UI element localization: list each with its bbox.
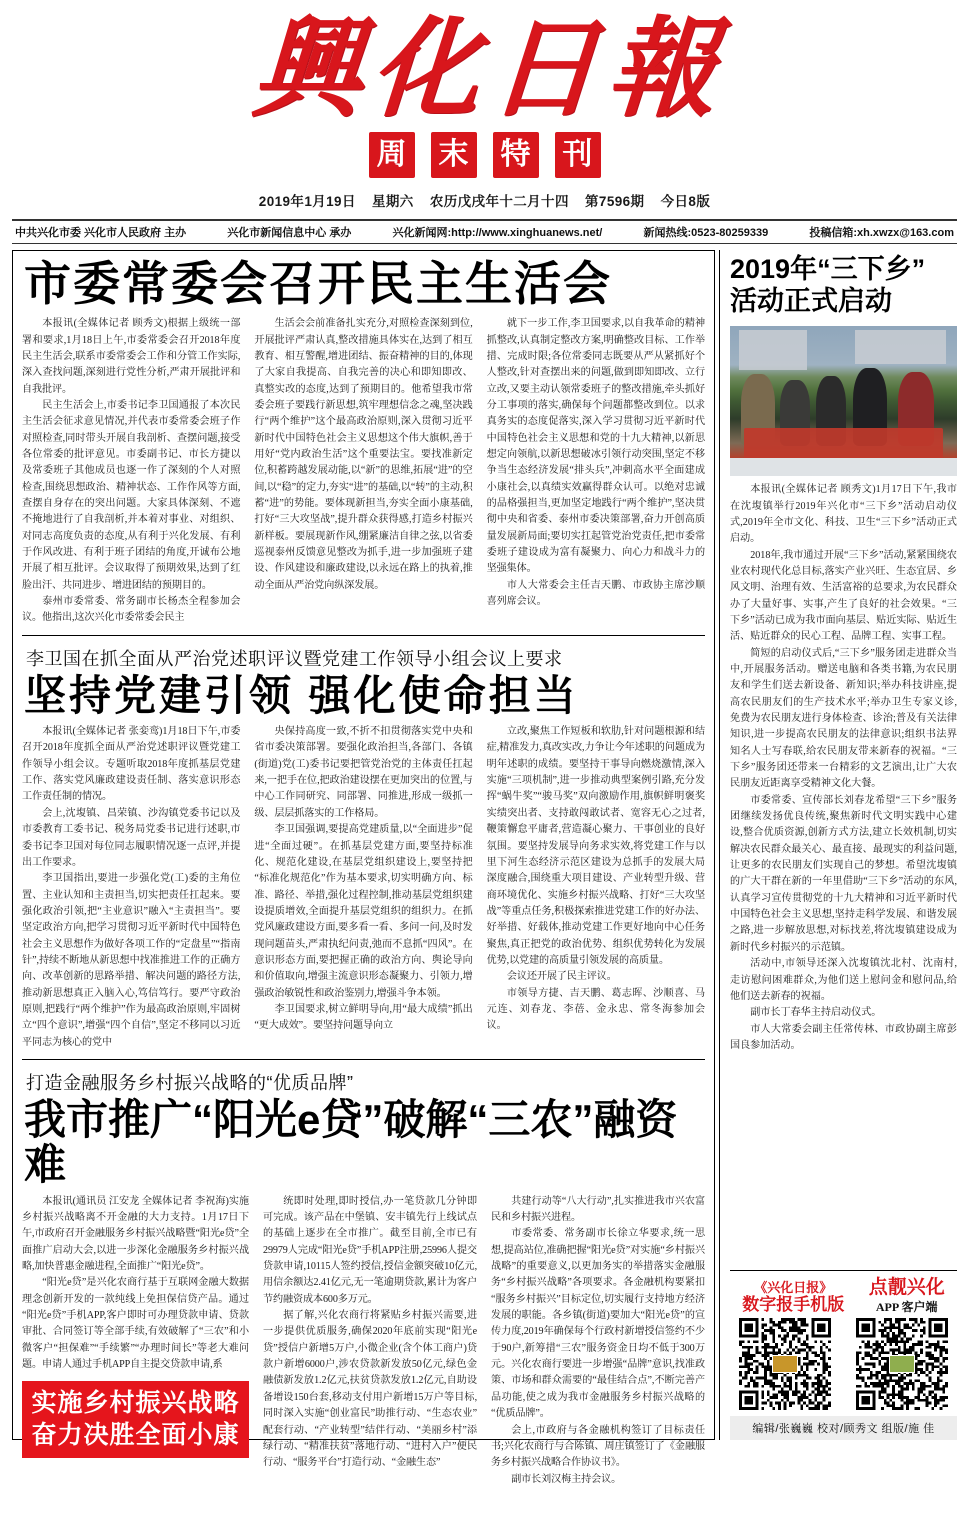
photo-building-right bbox=[855, 330, 946, 364]
newspaper-title bbox=[8, 11, 961, 130]
publisher-email[interactable]: 投稿信箱:xh.xwzx@163.com bbox=[809, 227, 954, 240]
article-main-col-2 bbox=[254, 316, 472, 627]
article-main bbox=[22, 259, 705, 626]
article-main-col-1 bbox=[22, 316, 240, 627]
article-finance-col-1 bbox=[22, 1194, 249, 1488]
article-party-building-kicker: 李卫国在抓全面从严治党述职评议暨党建工作领导小组会议上要求 bbox=[26, 648, 563, 669]
article-finance-columns bbox=[22, 1194, 705, 1488]
article-finance-col-2 bbox=[263, 1194, 477, 1488]
paragraph: 会上,市政府与各金融机构签订了目标责任书;兴化农商行与合陈镇、周庄镇签订了《金融服务乡村振兴战略合作协议书》。 bbox=[491, 1424, 705, 1469]
article-party-building bbox=[22, 643, 705, 1051]
seal-char-1: 周 bbox=[369, 132, 415, 178]
qr-code-digital-paper[interactable] bbox=[739, 1318, 831, 1410]
paragraph: 本报讯(全媒体记者 顾秀文)1月17日下午,我市在沈㙏镇举行2019年兴化市“三下乡”活动启动仪式,2019年全市文化、科技、卫生“三下乡”活动正式启动。 bbox=[730, 484, 957, 545]
left-article-zone bbox=[12, 250, 715, 1485]
qr-left-title-1: 《兴化日报》 bbox=[754, 1279, 833, 1295]
main-content bbox=[12, 250, 957, 1485]
paragraph: 立改,聚焦工作短板和软肋,针对问题根源和结症,精准发力,真改实改,力争让今年述职的问题成为明年述职的成绩。要坚持干事导向燃烧激情,深入实施“三项机制”,进一步推动典型案例引路,充分发挥“蜗牛奖”“骏马奖”双向激励作用,旗帜鲜明褒奖实绩突出者、支持敢闯敢试者、宽容无心之过者,鞭策懈怠平庸者,营造凝心聚力、干事创业的良好氛围。要坚持发展导向务求实效,将党建工作与以里下河生态经济示范区建设为总抓手的发展大局深度融合,围绕重大项目建设、产业转型升级、营商环境优化、实施乡村振兴战略、打好“三大攻坚战”等重点任务,积极探索推进党建工作的好办法、好举措、好载体,推动党建工作更好地向中心任务聚焦,真正把党的政治优势、组织优势转化为发展优势,以党建的高质量引领发展的高质量。 bbox=[486, 726, 705, 966]
issue-pages: 今日8版 bbox=[660, 194, 711, 210]
title-char-2: 化 bbox=[367, 11, 494, 130]
seal-char-4: 刊 bbox=[555, 132, 601, 178]
seal-char-2: 末 bbox=[431, 132, 477, 178]
paragraph: 市委常委、常务副市长徐立华要求,统一思想,提高站位,准确把握“阳光e贷”对实施“乡村振兴战略”的重要意义,以更加务实的举措落实金融服务“乡村振兴战略”各项要求。各金融机构要紧扣“服务乡村振兴”目标定位,切实履行支持地方经济发展的职能。各乡镇(街道)要加大“阳光e贷”的宣传力度,2019年确保每个行政村新增授信签约不少于90户,新筹措“三农”服务资金日均不低于300万元。兴化农商行要进一步增强“品牌”意识,找准政策、市场和群众需要的“最佳结合点”,不断完善产品功能,使之成为我市金融服务乡村振兴战略的“优质品牌”。 bbox=[491, 1228, 705, 1420]
article-party-building-col-1 bbox=[22, 724, 240, 1051]
paragraph: 就下一步工作,李卫国要求,以自我革命的精神抓整改,认真制定整改方案,明确整改目标、工作举措、完成时限;各位常委同志既要从严从紧抓好个人整改,针对查摆出来的问题,做到即知即改、立行立改,又要主动认领常委班子的整改措施,牵头抓好分工事项的落实,确保每个问题都整改到位。以求真务实的态度促落实,深入学习贯彻习近平新时代中国特色社会主义思想和党的十九大精神,以新思想定向领航,以新思想破冰引领行动突围,坚定不移争当生态经济发展“排头兵”,冲刺高水平全面建成小康社会,以真绩实效赢得群众认可。以绝对忠诚的品格强担当,更加坚定地践行“两个维护”,坚决贯彻中央和省委、泰州市委决策部署,奋力开创高质量发展新局面;要切实扛起管党治党责任,把市委常委班子建设成为富有凝聚力、向心力和战斗力的坚强集体。 bbox=[486, 318, 705, 575]
sidebar-headline-line-2: 活动正式启动 bbox=[730, 286, 892, 317]
photo-table-cloth bbox=[730, 458, 957, 476]
paragraph: 共建行动等“八大行动”,扎实推进我市兴农富民和乡村振兴进程。 bbox=[491, 1195, 705, 1224]
paragraph: 央保持高度一致,不折不扣贯彻落实党中央和省市委决策部署。要强化政治担当,各部门、各镇(街道)党(工)委书记要把管党治党的主体责任扛起来,一把手在位,把政治建设摆在更加突出的位置,与中心工作同研究、同部署、同推进,形成一级抓一级、层层抓落实的工作格局。 bbox=[254, 726, 473, 819]
sidebar-headline[interactable] bbox=[730, 254, 957, 318]
sidebar-zone bbox=[719, 250, 957, 1440]
paragraph: 简短的启动仪式后,“三下乡”服务团走进群众当中,开展服务活动。赠送电脑和各类书籍,为农民朋友和学生们送去新设备、新知识;举办科技讲座,提高农民朋友们的生产技术水平;举办卫生专家义诊,免费为农民朋友进行身体检查、诊治;普及有关法律知识,进一步提高农民朋友的法律意识;组织书法界知名人士写春联,给农民朋友带来新春的祝福。“三下乡”服务团还带来一台精彩的文艺演出,让广大农民朋友近距离享受精神文化大餐。 bbox=[730, 647, 957, 790]
paragraph: 副市长丁春华主持启动仪式。 bbox=[750, 1007, 882, 1019]
sidebar-body bbox=[730, 482, 957, 1270]
paragraph: 市人大常委会副主任常传林、市政协副主席彭国良参加活动。 bbox=[730, 1023, 957, 1051]
paragraph: 本报讯(全媒体记者 张娈鸾)1月18日下午,市委召开2018年度抓全面从严治党述职评议暨党建工作领导小组会议。专题听取2018年度抓基层党建工作、落实党风廉政建设责任制、落实意识形态工作责任制的情况。 bbox=[22, 726, 241, 803]
paragraph: “阳光e贷”是兴化农商行基于互联网金融大数据理念创新开发的一款纯线上免担保信贷产品。通过“阳光e贷”手机APP,客户即时可办理贷款申请、贷款审批、合同签订等全部手续,有效破解了“三农”和小微客户“担保难”“手续繁”“办理时间长”等老大难问题。申请人通过手机APP自主提交贷款申请,系 bbox=[22, 1277, 249, 1371]
paragraph: 民主生活会上,市委书记李卫国通报了本次民主生活会征求意见情况,并代表市委常委会班子作对照检查,同时带头开展自我剖析、查摆问题,接受各位常委的批评意见。市委副书记、市长方捷以及常委班子其他成员也逐一作了深刻的个人对照检查,围绕思想政治、精神状态、工作作风等方面,查摆自身存在的突出问题。大家具体深刻、不遮不掩地进行了自我剖析,并本着对事业、对组织、对同志高度负责的态度,从有利于兴化发展、有利于作风改进、有利于班子团结的角度,开诚布公地开展了相互批评。会议取得了预期效果,达到了红脸出汗、共同进步、增进团结的预期目的。 bbox=[22, 399, 241, 591]
qr-left-title-2: 数字报手机版 bbox=[742, 1294, 845, 1314]
section-divider-2 bbox=[22, 1059, 705, 1060]
qr-images bbox=[730, 1318, 957, 1410]
section-divider-1 bbox=[22, 635, 705, 636]
issue-number: 第7596期 bbox=[585, 194, 645, 210]
issue-line bbox=[12, 190, 957, 210]
masthead bbox=[12, 0, 957, 244]
article-party-building-columns bbox=[22, 724, 705, 1051]
issue-lunar: 农历戊戌年十二月十四 bbox=[429, 194, 569, 210]
paragraph: 市委常委、宣传部长刘春龙希望“三下乡”服务团继续发扬优良传统,聚焦新时代文明实践中心建设,整合优质资源,创新方式方法,建立长效机制,切实解决农民群众最关心、最直接、最现实的利益问题,让更多的农民朋友们实现自己的梦想。希望沈㙏镇的广大干群在新的一年里借助“三下乡”活动的东风,认真学习宣传贯彻党的十九大精神和习近平新时代中国特色社会主义思想,坚持走科学发展、和谐发展之路,进一步解放思想,对标找差,将沈㙏镇建设成为新时代乡村振兴的示范镇。 bbox=[730, 794, 957, 953]
slogan-box bbox=[22, 1381, 249, 1458]
paragraph: 李卫国指出,要进一步强化党(工)委的主角位置、主业认知和主责担当,切实把责任扛起来。要强化政治引领,把“主业意识”融入“主责担当”。要坚定政治方向,把学习贯彻习近平新时代中国特色社会主义思想作为做好各项工作的“定盘星”“指南针”,持续不断地从新思想中找准推进工作的正确方向、改革创新的思路举措、解决问题的路径方法,推动新思想真正入脑入心,笃信笃行。要严守政治原则,把践行“两个维护”作为最高政治原则,牢固树立“四个意识”,增强“四个自信”,坚定不移同以习近平同志为核心的党中 bbox=[22, 873, 241, 1048]
paragraph: 市领导方捷、吉天鹏、葛志晖、沙顺喜、马元连、刘春龙、李蓓、金永忠、常冬海参加会议。 bbox=[486, 987, 705, 1032]
title-char-4: 報 bbox=[603, 11, 730, 130]
seal-char-3: 特 bbox=[493, 132, 539, 178]
article-party-building-col-2 bbox=[254, 724, 472, 1051]
qr-code-app[interactable] bbox=[856, 1318, 948, 1410]
paragraph: 本报讯(通讯员 江安龙 全媒体记者 李祝海)实施乡村振兴战略离不开金融的大力支持。1月17日下午,市政府召开金融服务乡村振兴战略暨“阳光e贷”全面推广启动大会,以进一步深化金融服务乡村振兴战略,加快普惠金融进程,全面推广“阳光e贷”。 bbox=[22, 1195, 249, 1273]
photo-building-left bbox=[739, 330, 807, 370]
publisher-hotline: 新闻热线:0523-80259339 bbox=[643, 227, 769, 240]
slogan-line-1: 实施乡村振兴战略 bbox=[31, 1389, 240, 1418]
qr-right-badge bbox=[889, 1355, 915, 1373]
title-char-3: 日 bbox=[485, 11, 612, 130]
issue-date: 2019年1月19日 bbox=[258, 194, 356, 210]
paragraph: 市人大常委会主任吉天鹏、市政协主席沙顺喜列席会议。 bbox=[486, 579, 705, 608]
publisher-sponsor: 中共兴化市委 兴化市人民政府 主办 bbox=[15, 227, 187, 240]
qr-panel bbox=[730, 1270, 957, 1440]
paragraph: 会议还开展了民主评议。 bbox=[506, 971, 617, 983]
qr-headings bbox=[730, 1277, 957, 1314]
article-main-columns bbox=[22, 316, 705, 627]
paragraph: 泰州市委常委、常务副市长杨杰全程参加会议。他指出,这次兴化市委常委会民主 bbox=[22, 596, 241, 624]
article-party-building-headline[interactable]: 坚持党建引领 强化使命担当 bbox=[24, 671, 579, 719]
paragraph: 本报讯(全媒体记者 顾秀文)根据上级统一部署和要求,1月18日上午,市委常委会召开2018年度民主生活会,联系市委常委会工作和分管工作实际,深入查找问题,深刻进行党性分析,严肃开展批评和自我批评。 bbox=[22, 318, 241, 395]
article-finance-col-3 bbox=[491, 1194, 705, 1488]
article-finance bbox=[22, 1067, 705, 1488]
paragraph: 副市长刘汉梅主持会议。 bbox=[511, 1473, 622, 1485]
publisher-website[interactable]: 兴化新闻网:http://www.xinghuanews.net/ bbox=[392, 227, 603, 240]
article-main-col-3 bbox=[487, 316, 705, 627]
seal-row bbox=[12, 132, 957, 178]
article-finance-kicker: 打造金融服务乡村振兴战略的“优质品牌” bbox=[26, 1072, 354, 1093]
article-party-building-col-3 bbox=[487, 724, 705, 1051]
article-main-headline[interactable]: 市委常委会召开民主生活会 bbox=[24, 257, 612, 311]
qr-left-badge bbox=[772, 1355, 798, 1373]
paragraph: 李卫国要求,树立鲜明导向,用“最大成绩”抓出“更大成效”。要坚持问题导向立 bbox=[254, 1003, 473, 1032]
sidebar-headline-line-1: 2019年“三下乡” bbox=[730, 254, 926, 285]
sidebar-photo bbox=[730, 326, 957, 476]
slogan-line-2: 奋力决胜全面小康 bbox=[31, 1420, 240, 1449]
article-finance-headline[interactable]: 我市推广“阳光e贷”破解“三农”融资难 bbox=[24, 1095, 678, 1189]
publisher-producer: 兴化市新闻信息中心 承办 bbox=[227, 227, 352, 240]
qr-left-heading bbox=[742, 1280, 844, 1315]
paragraph: 生活会会前准备扎实充分,对照检查深刻到位,开展批评严肃认真,整改措施具体实在,达到了相互教育、相互警醒,增进团结、振奋精神的目的,体现了大家自我提高、自我完善的决心和即知即改、真整实改的态度,达到了预期目的。他希望我市常委会班子要践行新思想,筑牢理想信念之魂,坚决践行“两个维护”这个最高政治原则,深入贯彻习近平新时代中国特色社会主义思想这个伟大旗帜,善于用好“党内政治生活”这个重要法宝。要找准新定位,积蓄跨越发展动能,以“新”的思维,拓展“进”的空间,以“稳”的定力,夯实“进”的基础,以“转”的主动,积蓄“进”的势能。要体现新担当,夯实全面小康基础,打好“三大攻坚战”,提升群众获得感,打造乡村振兴新样板。要展现新作风,绷紧廉洁自律之弦,以省委巡视泰州反馈意见整改为抓手,进一步加强班子建设、作风建设和廉政建设,以永远在路上的执着,推动全面从严治党向纵深发展。 bbox=[254, 318, 473, 591]
paragraph: 2018年,我市通过开展“三下乡”活动,紧紧围绕农业农村现代化总目标,落实产业兴旺、生态宜居、乡风文明、治理有效、生活富裕的总要求,为农民群众办了大量好事、实事,产生了良好的社会效果。“三下乡”活动已成为我市面向基层、贴近实际、贴近生活、贴近群众的民心工程、品牌工程、实事工程。 bbox=[730, 549, 957, 643]
qr-right-heading bbox=[869, 1277, 945, 1314]
paragraph: 统即时处理,即时授信,办一笔贷款几分钟即可完成。该产品在中堡镇、安丰镇先行上线试点的基础上逐步在全市推广。截至目前,全市已有29979人完成“阳光e贷”手机APP注册,25996人提交贷款申请,10115人签约授信,授信金额突破10亿元,用信余额达2.41亿元,无一笔逾期贷款,累计为客户节约融资成本600多万元。 bbox=[263, 1195, 477, 1305]
production-credits: 编辑/张巍巍 校对/顾秀文 组版/施 佳 bbox=[730, 1416, 957, 1440]
paragraph: 活动中,市领导还深入沈㙏镇沈北村、沈南村,走访慰问困难群众,为他们送上慰问金和慰问品,给他们送去新春的祝福。 bbox=[730, 958, 957, 1002]
paragraph: 李卫国强调,要提高党建质量,以“全面进步”促进“全面过硬”。在抓基层党建方面,要坚持标准化、规范化建设,在基层党组织建设上,要坚持把“标准化规范化”作为基本要求,切实明确方向、标准、路径、举措,强化过程控制,推动基层党组织建设提质增效,全面提升基层党组织的组织力。在抓党风廉政建设方面,要多看一看、多问一问,及时发现问题苗头,严肃执纪问责,弛而不息抓“四风”。在意识形态方面,要把握正确的政治方向、舆论导向和价值取向,增强主流意识形态凝聚力、引领力,增强政治敏锐性和政治鉴别力,增强斗争本领。 bbox=[254, 824, 473, 999]
title-char-1: 興 bbox=[249, 11, 376, 130]
publisher-bar bbox=[12, 219, 957, 244]
paragraph: 据了解,兴化农商行将紧贴乡村振兴需要,进一步提供优质服务,确保2020年底前实现“阳光e贷”授信户新增5万户,小微企业(含个体工商户)贷款户新增6000户,涉农贷款新发放50亿元,绿色金融债新发放1.2亿元,扶贫贷款发放1.2亿元,自助设备增设150台套,移动支付用户新增15万户等目标,同时深入实施“创业富民”助推行动、“生态农业”配套行动、“产业转型”结伴行动、“美丽乡村”添绿行动、“精准扶贫”落地行动、“进村入户”便民行动、“服务平台”打造行动、“金融生态” bbox=[263, 1310, 477, 1469]
qr-right-title-2: APP 客户端 bbox=[875, 1300, 938, 1315]
issue-weekday: 星期六 bbox=[372, 194, 414, 210]
photo-red-banner bbox=[744, 428, 944, 462]
qr-right-title-1: 点靓兴化 bbox=[868, 1277, 945, 1299]
paragraph: 会上,沈㙏镇、昌荣镇、沙沟镇党委书记以及市委教育工委书记、税务局党委书记进行述职,市委书记李卫国对每位同志履职情况逐一点评,并提出工作要求。 bbox=[22, 807, 241, 868]
